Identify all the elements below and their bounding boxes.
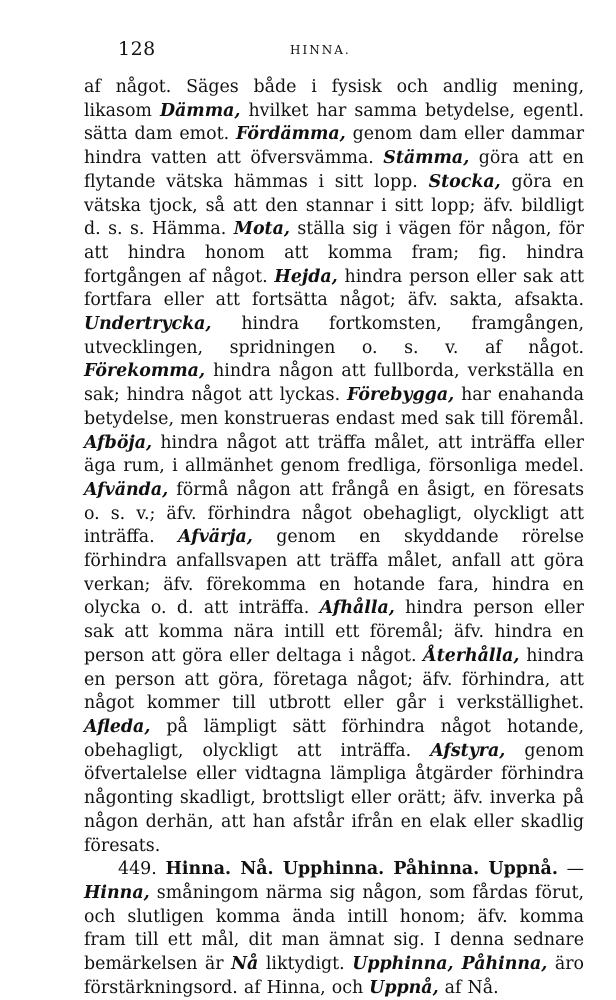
synonym-term: Afvärja, [178,527,253,548]
text-run: liktydigt. [258,954,353,975]
text-run: hindra något att träffa målet, att inträffa eller äga rum, i allmänhet genom fredliga, försonliga medel. [84,432,584,477]
text-run: hindra fortkomsten, framgången, utvecklingen, spridningen o. s. v. af något. [84,314,584,358]
synonym-term: Förekomma, [84,361,205,382]
page-number: 128 [118,38,156,60]
text-run: äro förstärkningsord. af Hinna, och [84,954,585,998]
text-run: af Nå. [438,977,499,998]
synonym-term: Stocka, [428,171,501,192]
text-run: 449. [118,859,166,880]
synonym-term: Hinna, [84,882,150,903]
synonym-term: Förebygga, [347,385,455,406]
text-run: genom en skyddande rörelse förhindra anfallsvapen att träffa målet, anfall att göra verkan; äfv. förekomma en hotande fara, hindra en olycka o. d. att inträffa. [84,527,584,619]
synonym-term: Afböja, [84,432,153,453]
synonym-term: Fördämma, [236,124,346,145]
entry-449 [84,858,584,1000]
synonym-term: Afstyra, [430,740,506,761]
text-run: af något. Säges både i fysisk och andlig mening, likasom [84,77,584,121]
synonym-term: Afvända, [84,479,169,500]
synonym-term: Upphinna, Påhinna, [352,954,548,975]
synonym-term: Undertrycka, [84,314,212,335]
text-run: ställa sig i vägen för någon, för att hindra honom att komma fram; fig. hindra fortgången af något. [84,219,584,287]
paragraph-continuation [84,76,584,858]
text-run: göra en vätska tjock, så att den stannar i sitt lopp; äfv. bildligt d. s. s. Hämma. [84,171,584,240]
entry-headwords: Hinna. Nå. Upphinna. Påhinna. Uppnå. [165,859,558,880]
page-header [118,38,518,68]
text-run: hindra en person att göra, företaga något; äfv. förhindra, att något kommer till utbrott eller går i verkställighet. [84,645,584,714]
running-head: HINNA. [290,43,351,57]
synonym-term: Afleda, [84,716,151,737]
synonym-term: Stämma, [383,148,470,169]
text-run: genom öfvertalelse eller vidtagna lämpliga åtgärder förhindra någonting skadligt, brottsligt eller orätt; äfv. inverka på någon derhän, att han afstår ifrån en elak eller skadlig föresats. [84,740,584,856]
text-run: hindra person eller sak att fortfara eller att fortsätta något; äfv. sakta, afsakta. [84,266,584,311]
synonym-term: Uppnå, [369,977,439,998]
synonym-term: Återhålla, [423,645,520,666]
body-text [84,76,584,1000]
text-run: hindra person eller sak att komma nära intill ett föremål; äfv. hindra en person att göra eller deltaga i något. [84,598,584,666]
text-run: göra att en flytande vätska hämmas i sitt lopp. [84,148,584,192]
text-run: hindra någon att fullborda, verkställa en sak; hindra något att lyckas. [84,361,584,406]
text-run: genom dam eller dammar hindra vatten att öfversvämma. [84,124,585,169]
text-run: på lämpligt sätt förhindra något hotande, obehagligt, olyckligt att inträffa. [84,716,584,761]
text-run: småningom närma sig någon, som fårdas förut, och slutligen komma ända intill honom; äfv. komma fram till ett mål, dit man ämnat sig. I denna sednare bemärkelsen är [84,882,584,975]
synonym-term: Mota, [233,219,290,240]
synonym-term: Hejda, [274,266,338,287]
synonym-term: Dämma, [159,100,241,121]
text-run: har enahanda betydelse, men konstrueras endast med sak till föremål. [84,385,584,429]
synonym-term: Afhålla, [319,598,395,619]
text-run: hvilket har samma betydelse, egentl. sätta dam emot. [84,100,585,145]
text-run: — [557,859,585,880]
synonym-term: Nå [231,954,259,975]
text-run: förmå någon att frångå en åsigt, en föresats o. s. v.; äfv. förhindra något obehagligt, olyckligt att inträffa. [84,479,584,548]
